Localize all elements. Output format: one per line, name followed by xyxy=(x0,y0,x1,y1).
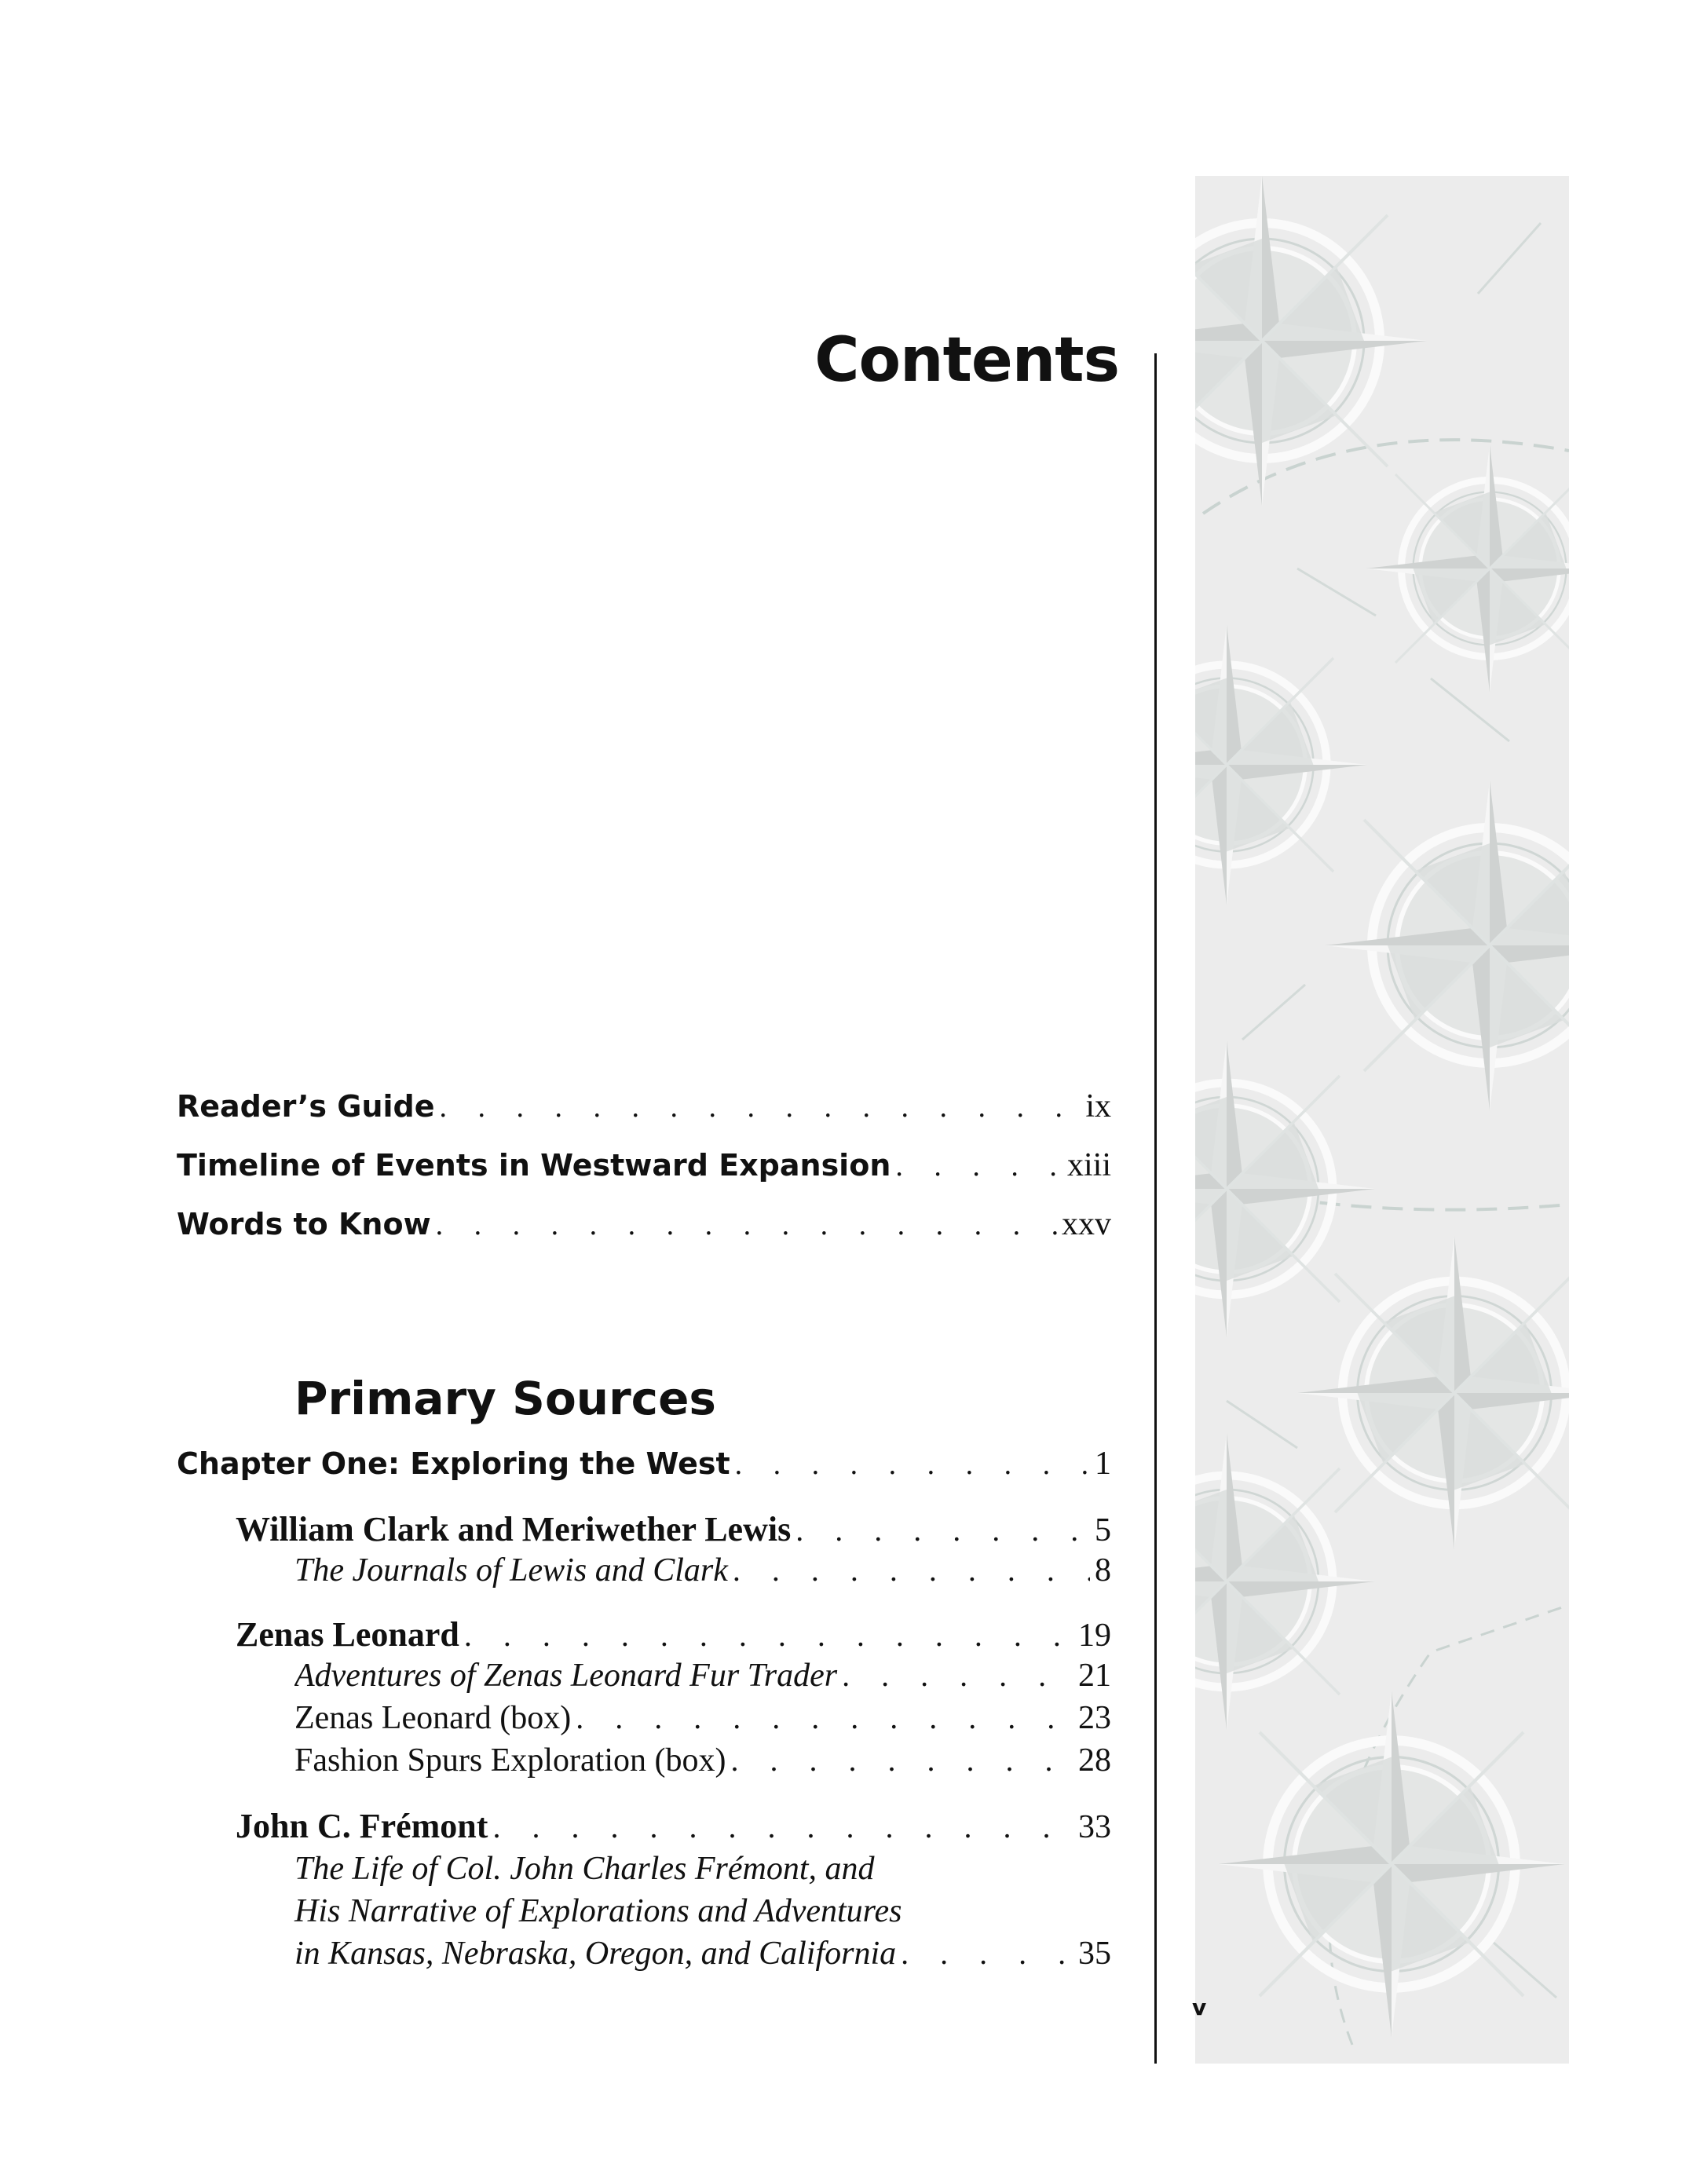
dot-leader xyxy=(576,1699,1073,1736)
toc-entry-adventures[interactable] xyxy=(294,1657,1111,1695)
toc-entry-label: in Kansas, Nebraska, Oregon, and California xyxy=(294,1936,897,1972)
dot-leader xyxy=(464,1617,1073,1654)
section-heading: Primary Sources xyxy=(294,1372,716,1425)
toc-entry-label: Zenas Leonard xyxy=(236,1615,459,1654)
toc-entry-fremont-life[interactable] xyxy=(294,1935,1111,1972)
toc-entry-label: William Clark and Meriwether Lewis xyxy=(236,1510,792,1548)
toc-entry-fremont[interactable] xyxy=(236,1806,1111,1846)
toc-page-number: 5 xyxy=(1095,1512,1111,1548)
vertical-rule xyxy=(1154,353,1157,2064)
toc-page-number: 35 xyxy=(1078,1936,1111,1972)
toc-entry-label: John C. Frémont xyxy=(236,1807,488,1845)
toc-entry-journals[interactable] xyxy=(294,1552,1111,1589)
toc-page-number: 1 xyxy=(1095,1446,1111,1482)
toc-entry-words-to-know[interactable] xyxy=(177,1205,1111,1243)
toc-entry-leonard-box[interactable] xyxy=(294,1699,1111,1737)
page-title: Contents xyxy=(814,325,1119,396)
toc-entry-fremont-life-line2: His Narrative of Explorations and Adventures xyxy=(294,1893,902,1929)
toc-page-number: 23 xyxy=(1078,1700,1111,1736)
dot-leader xyxy=(795,1512,1090,1548)
toc-entry-label: Chapter One: Exploring the West xyxy=(177,1446,730,1481)
dot-leader xyxy=(901,1935,1073,1972)
dot-leader xyxy=(733,1552,1090,1589)
toc-entry-label: The Journals of Lewis and Clark xyxy=(294,1552,728,1589)
toc-entry-label: Words to Know xyxy=(177,1207,431,1241)
toc-entry-timeline[interactable] xyxy=(177,1146,1111,1184)
dot-leader xyxy=(735,1447,1090,1482)
toc-entry-label: Fashion Spurs Exploration (box) xyxy=(294,1742,726,1779)
page-number: v xyxy=(1192,1994,1207,2020)
compass-rose-decoration xyxy=(1195,176,1569,2064)
toc-chapter-one[interactable] xyxy=(177,1445,1111,1483)
toc-page-number: 28 xyxy=(1078,1742,1111,1779)
dot-leader xyxy=(730,1742,1073,1779)
dot-leader xyxy=(440,1090,1081,1124)
toc-entry-zenas-leonard[interactable] xyxy=(236,1614,1111,1654)
toc-entry-clark-lewis[interactable] xyxy=(236,1509,1111,1549)
toc-page-number: 33 xyxy=(1078,1809,1111,1845)
toc-entry-fremont-life-line1: The Life of Col. John Charles Frémont, and xyxy=(294,1851,875,1887)
toc-entry-label: Adventures of Zenas Leonard Fur Trader xyxy=(294,1658,838,1694)
dot-leader xyxy=(842,1657,1073,1694)
dot-leader xyxy=(492,1808,1073,1845)
toc-entry-label: Zenas Leonard (box) xyxy=(294,1700,572,1736)
toc-page-number: 8 xyxy=(1095,1552,1111,1589)
toc-entry-label: Reader’s Guide xyxy=(177,1089,435,1124)
dot-leader xyxy=(436,1208,1057,1242)
toc-page-number: 21 xyxy=(1078,1658,1111,1694)
dot-leader xyxy=(895,1149,1062,1183)
toc-page-number: ix xyxy=(1085,1088,1111,1124)
toc-page-number: xiii xyxy=(1066,1147,1111,1183)
compass-rose-pattern xyxy=(1195,176,1569,2064)
toc-page-number: xxv xyxy=(1062,1206,1111,1242)
toc-entry-label: Timeline of Events in Westward Expansion xyxy=(177,1148,891,1183)
toc-entry-readers-guide[interactable] xyxy=(177,1088,1111,1125)
toc-entry-fashion-box[interactable] xyxy=(294,1742,1111,1779)
toc-page-number: 19 xyxy=(1078,1618,1111,1654)
